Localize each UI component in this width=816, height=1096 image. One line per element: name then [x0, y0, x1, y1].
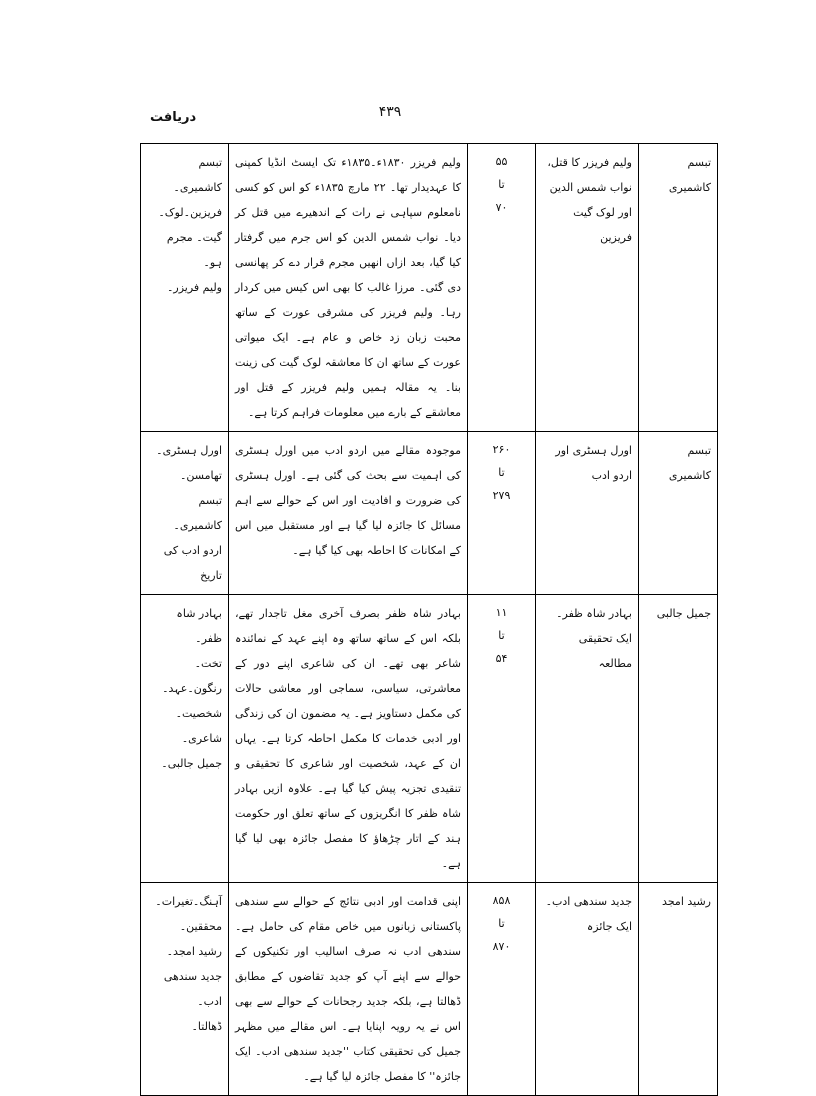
- keywords-cell: [141, 883, 229, 1096]
- author-cell: تبسم کاشمیری: [639, 432, 718, 595]
- page-start: ۲۶۰: [492, 443, 511, 456]
- page-end: ۸۷۰: [492, 940, 511, 953]
- pages-cell: [468, 432, 536, 595]
- keyword: جمیل جالبی۔: [161, 757, 222, 770]
- keyword: ولیم فریزر۔: [166, 281, 222, 294]
- page-to: تا: [498, 917, 505, 930]
- title-cell: اورل ہسٹری اور اردو ادب: [536, 432, 639, 595]
- summary-cell: ولیم فریزر ۱۸۳۰ء۔۱۸۳۵ء تک ایسٹ انڈیا کمپنی کا عہدیدار تھا۔ ۲۲ مارچ ۱۸۳۵ء کو اس کو کسی نامعلوم سپاہی نے رات کے اندھیرے میں قتل کر دیا۔ نواب شمس الدین کو اس جرم میں گرفتار کیا گیا، بعد ازاں انھیں مجرم قرار دے کر پھانسی دی گئی۔ مرزا غالب کا بھی اس کیس میں کردار رہا۔ ولیم فریزر کی مشرقی عورت کے ساتھ محبت زبان زد خاص و عام ہے۔ ایک میواتی عورت کے ساتھ ان کا معاشقہ لوک گیت کی زینت بنا۔ یہ مقالہ ہمیں ولیم فریزر کے قتل اور معاشقے کے بارے میں معلومات فراہم کرتا ہے۔: [229, 144, 468, 432]
- page-to: تا: [498, 178, 505, 191]
- keyword: بہادر شاہ ظفر۔: [176, 607, 222, 645]
- keyword: ڈھالتا۔: [191, 1020, 222, 1033]
- author-cell: رشید امجد: [639, 883, 718, 1096]
- summary-cell: موجودہ مقالے میں اردو ادب میں اورل ہسٹری کی اہمیت سے بحث کی گئی ہے۔ اورل ہسٹری کی ضرورت و افادیت اور اس کے حوالے سے اہم مسائل کا جائزہ لیا گیا ہے اور مستقبل میں اس کے امکانات کا احاطہ بھی کیا گیا ہے۔: [229, 432, 468, 595]
- page-to: تا: [498, 629, 505, 642]
- table-row: [141, 883, 718, 1096]
- keywords-cell: [141, 595, 229, 883]
- pages-cell: [468, 595, 536, 883]
- keyword: تبسم کاشمیری۔: [173, 494, 222, 532]
- keyword: رشید امجد۔: [166, 945, 222, 958]
- keyword: جدید سندھی: [163, 970, 222, 983]
- page-start: ۱۱: [495, 606, 508, 619]
- keyword: رنگون۔عہد۔: [162, 682, 222, 695]
- journal-title: دریافت: [150, 110, 197, 125]
- summary-cell: اپنی قدامت اور ادبی نتائج کے حوالے سے سندھی پاکستانی زبانوں میں خاص مقام کی حامل ہے۔ سندھی ادب نہ صرف اسالیب اور تکنیکوں کے حوالے سے اپنے آپ کو جدید تقاضوں کے مطابق ڈھالتا ہے، بلکہ جدید رجحانات کے حوالے سے بھی اس نے یہ رویہ اپنایا ہے۔ اس مقالے میں مظہر جمیل کی تحقیقی کتاب ''جدید سندھی ادب۔ ایک جائزہ'' کا مفصل جائزہ لیا گیا ہے۔: [229, 883, 468, 1096]
- page-end: ۵۴: [495, 652, 508, 665]
- keyword: شاعری۔: [181, 732, 222, 745]
- page-to: تا: [498, 466, 505, 479]
- table-row: [141, 144, 718, 432]
- author-cell: جمیل جالبی: [639, 595, 718, 883]
- summary-cell: بہادر شاہ ظفر بصرف آخری مغل تاجدار تھے، بلکہ اس کے ساتھ ساتھ وہ اپنے عہد کے نمائندہ شاعر بھی تھے۔ ان کی شاعری اپنے دور کے معاشرتی، سیاسی، سماجی اور معاشی حالات کی مکمل دستاویز ہے۔ یہ مضمون ان کی زندگی اور ادبی خدمات کا مکمل احاطہ کرتا ہے۔ یہاں ان کے عہد، شخصیت اور شاعری کا تحقیقی و تنقیدی تجزیہ پیش کیا گیا ہے۔ علاوہ ازیں بہادر شاہ ظفر کا انگریزوں کے ساتھ تعلق اور حکومت ہند کے اتار چڑھاؤ کا مفصل جائزہ بھی لیا گیا ہے۔: [229, 595, 468, 883]
- keyword: تھامسن۔: [179, 469, 222, 482]
- table-row: [141, 432, 718, 595]
- page-number: ۴۳۹: [378, 104, 402, 120]
- keyword: فریزین۔لوک۔: [158, 206, 222, 219]
- title-cell: جدید سندھی ادب۔ ایک جائزہ: [536, 883, 639, 1096]
- keyword: گیت۔ مجرم ہو۔: [166, 231, 222, 269]
- keyword: شخصیت۔: [175, 707, 222, 720]
- article-index-table: [140, 143, 718, 1096]
- keyword: اورل ہسٹری۔: [156, 444, 222, 457]
- keyword: آہنگ۔تغیرات۔: [155, 895, 222, 908]
- title-cell: بہادر شاہ ظفر۔ ایک تحقیقی مطالعہ: [536, 595, 639, 883]
- page-start: ۵۵: [495, 155, 508, 168]
- pages-cell: [468, 883, 536, 1096]
- author-cell: تبسم کاشمیری: [639, 144, 718, 432]
- keyword: ادب۔: [197, 995, 222, 1008]
- title-cell: ولیم فریزر کا قتل، نواب شمس الدین اور لوک گیت فریزین: [536, 144, 639, 432]
- page-start: ۸۵۸: [492, 894, 511, 907]
- keywords-cell: [141, 432, 229, 595]
- keywords-cell: [141, 144, 229, 432]
- pages-cell: [468, 144, 536, 432]
- keyword: تخت۔: [194, 657, 222, 670]
- table-row: [141, 595, 718, 883]
- keyword: محققین۔: [179, 920, 222, 933]
- page-end: ۷۰: [495, 201, 508, 214]
- keyword: اردو ادب کی تاریخ: [163, 544, 222, 582]
- page-end: ۲۷۹: [492, 489, 511, 502]
- keyword: تبسم کاشمیری۔: [173, 156, 222, 194]
